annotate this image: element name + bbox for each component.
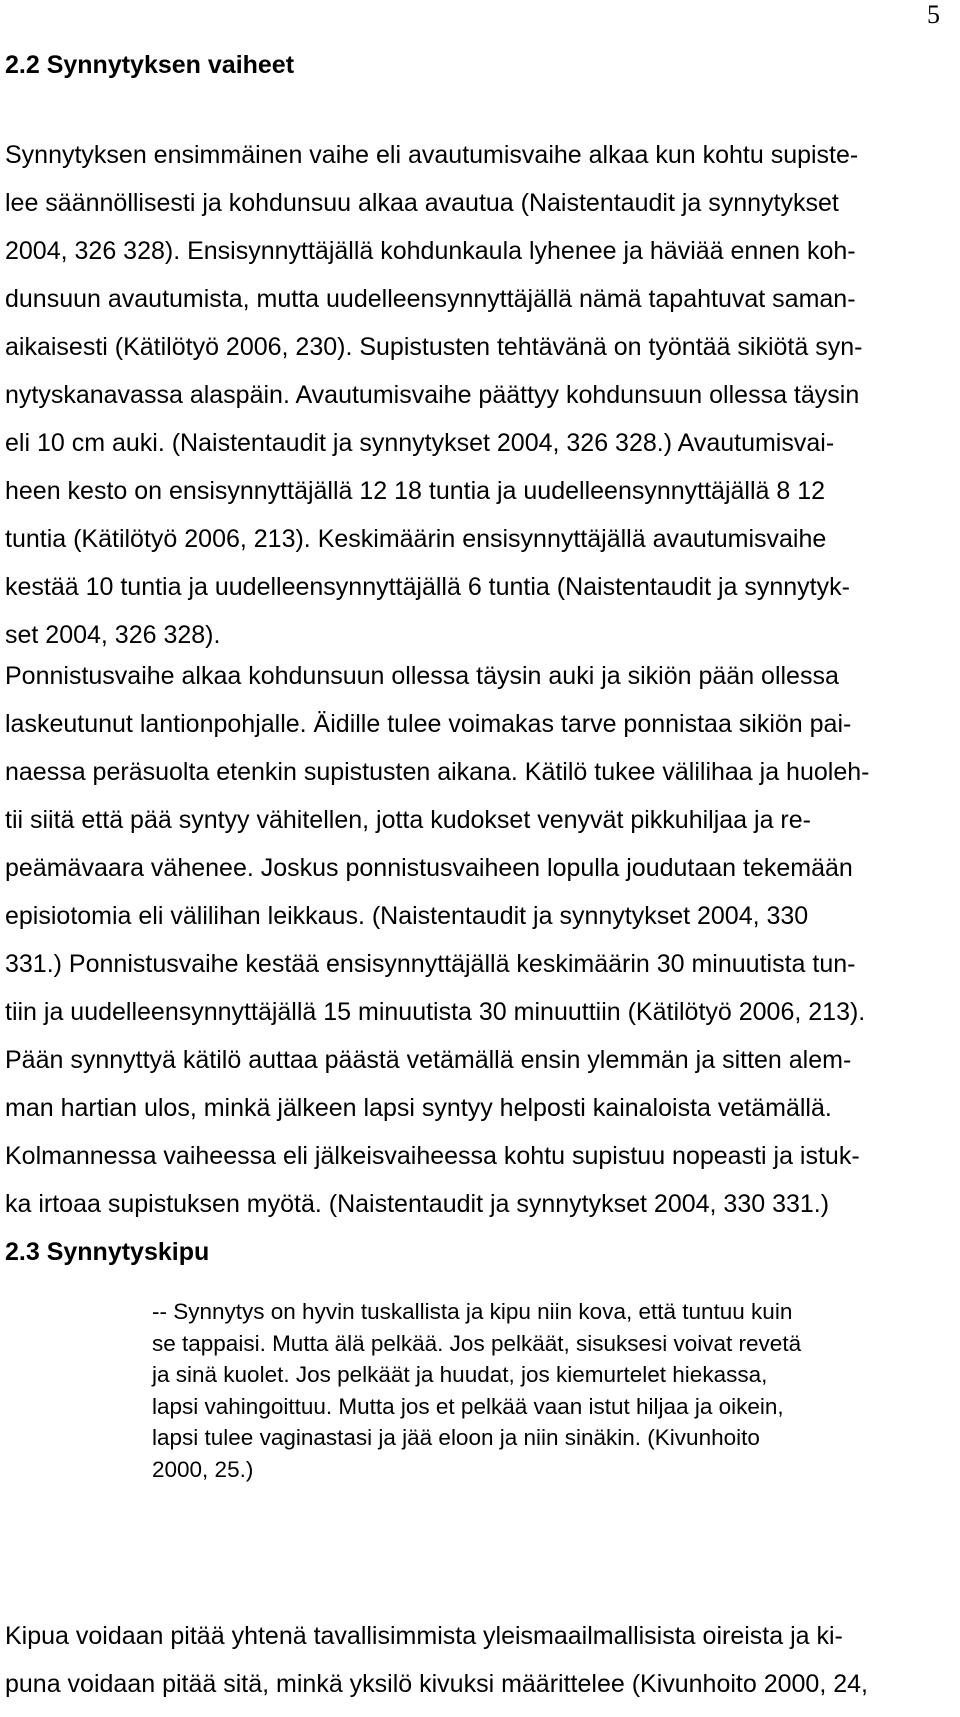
text-line: 331.) Ponnistusvaihe kestää ensisynnyttäjällä keskimäärin 30 minuutista tun- [5,950,856,978]
block-quote [152,1296,932,1485]
text-line: puna voidaan pitää sitä, minkä yksilö kivuksi määrittelee (Kivunhoito 2000, 24, [5,1670,868,1698]
page-number: 5 [927,0,940,29]
text-line: Pään synnyttyä kätilö auttaa päästä vetämällä ensin ylemmän ja sitten alem- [5,1046,852,1074]
quote-line: 2000, 25.) [152,1456,254,1482]
text-line: dunsuun avautumista, mutta uudelleensynnyttäjällä nämä tapahtuvat saman- [5,285,856,313]
text-line: tii siitä että pää syntyy vähitellen, jotta kudokset venyvät pikkuhiljaa ja re- [5,806,811,834]
text-line: peämävaara vähenee. Joskus ponnistusvaiheen lopulla joudutaan tekemään [5,854,853,882]
section-heading-2-3: 2.3 Synnytyskipu [5,1238,210,1266]
section-heading-2-2: 2.2 Synnytyksen vaiheet [5,51,295,79]
paragraph-stages-second [5,652,940,1228]
text-line: nytyskanavassa alaspäin. Avautumisvaihe päättyy kohdunsuun ollessa täysin [5,381,860,409]
text-line: lee säännöllisesti ja kohdunsuu alkaa avautua (Naistentaudit ja synnytykset [5,189,839,217]
text-line: man hartian ulos, minkä jälkeen lapsi syntyy helposti kainaloista vetämällä. [5,1094,832,1122]
quote-line: lapsi tulee vaginastasi ja jää eloon ja niin sinäkin. (Kivunhoito [152,1425,760,1450]
quote-line: ja sinä kuolet. Jos pelkäät ja huudat, jos kiemurtelet hiekassa, [152,1362,768,1387]
text-line: 2004, 326 328). Ensisynnyttäjällä kohdunkaula lyhenee ja häviää ennen koh- [5,237,856,265]
text-line: Kolmannessa vaiheessa eli jälkeisvaiheessa kohtu supistuu nopeasti ja istuk- [5,1142,860,1170]
quote-line: lapsi vahingoittuu. Mutta jos et pelkää vaan istut hiljaa ja oikein, [152,1393,784,1419]
text-line: tiin ja uudelleensynnyttäjällä 15 minuutista 30 minuuttiin (Kätilötyö 2006, 213). [5,998,866,1026]
text-line: Ponnistusvaihe alkaa kohdunsuun ollessa täysin auki ja sikiön pään ollessa [5,662,839,690]
text-line: episiotomia eli välilihan leikkaus. (Naistentaudit ja synnytykset 2004, 330 [5,902,809,930]
text-line: aikaisesti (Kätilötyö 2006, 230). Supistusten tehtävänä on työntää sikiötä syn- [5,333,863,361]
text-line: eli 10 cm auki. (Naistentaudit ja synnytykset 2004, 326 328.) Avautumisvai- [5,429,835,457]
text-line: set 2004, 326 328). [5,621,221,649]
paragraph-pain [5,1612,940,1708]
text-line: ka irtoaa supistuksen myötä. (Naistentaudit ja synnytykset 2004, 330 331.) [5,1190,830,1218]
text-line: kestää 10 tuntia ja uudelleensynnyttäjällä 6 tuntia (Naistentaudit ja synnytyk- [5,573,850,601]
paragraph-stages-first [5,131,940,659]
text-line: tuntia (Kätilötyö 2006, 213). Keskimäärin ensisynnyttäjällä avautumisvaihe [5,525,827,553]
text-line: laskeutunut lantionpohjalle. Äidille tulee voimakas tarve ponnistaa sikiön pai- [5,710,852,738]
text-line: heen kesto on ensisynnyttäjällä 12 18 tuntia ja uudelleensynnyttäjällä 8 12 [5,477,826,505]
quote-line: se tappaisi. Mutta älä pelkää. Jos pelkäät, sisuksesi voivat revetä [152,1330,802,1356]
text-line: naessa peräsuolta etenkin supistusten aikana. Kätilö tukee välilihaa ja huoleh- [5,758,870,786]
text-line: Synnytyksen ensimmäinen vaihe eli avautumisvaihe alkaa kun kohtu supiste- [5,141,859,169]
text-line: Kipua voidaan pitää yhtenä tavallisimmista yleismaailmallisista oireista ja ki- [5,1622,843,1650]
quote-line: -- Synnytys on hyvin tuskallista ja kipu niin kova, että tuntuu kuin [152,1299,793,1324]
